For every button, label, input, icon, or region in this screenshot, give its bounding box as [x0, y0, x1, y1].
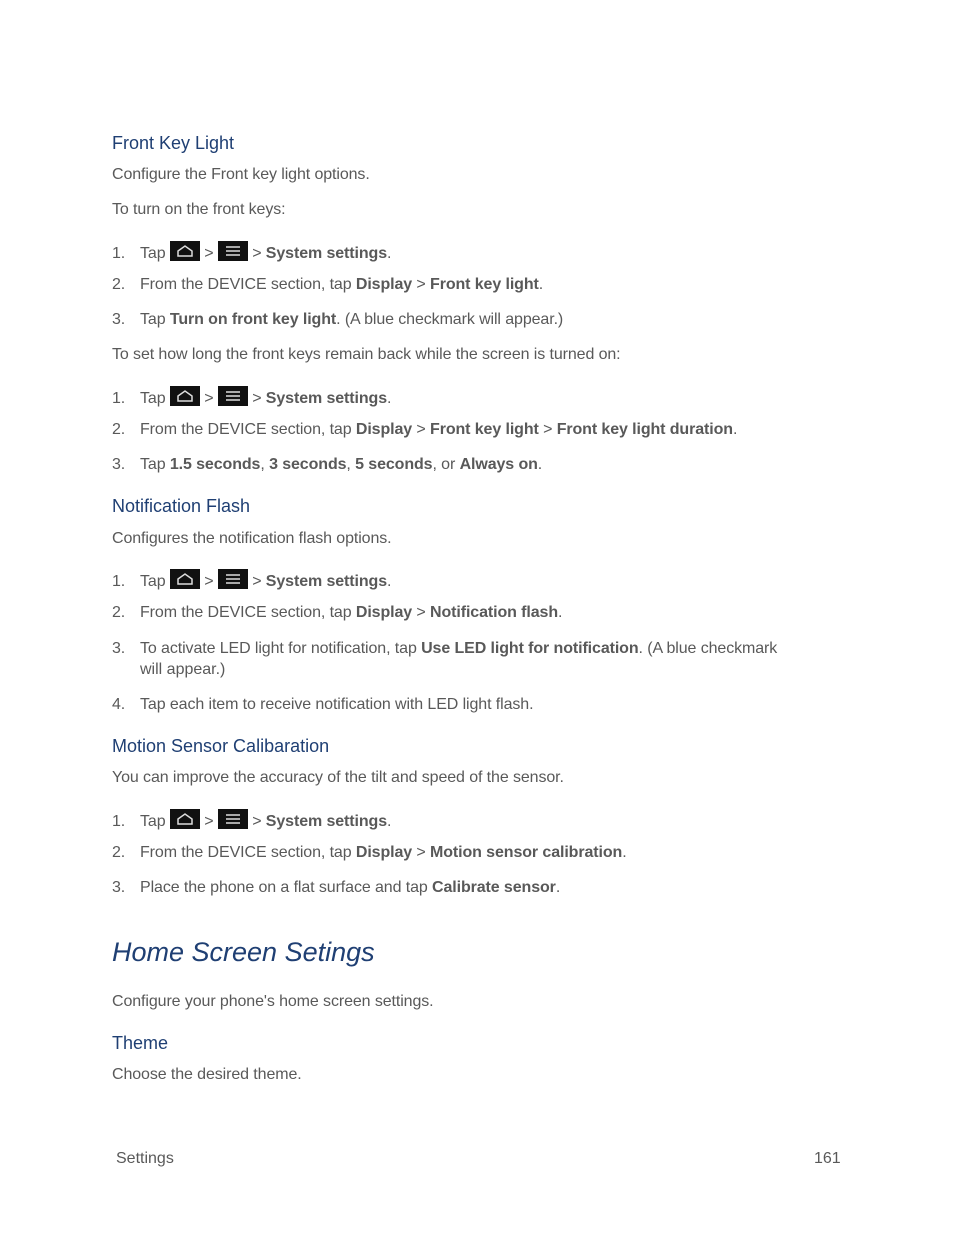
paragraph: Choose the desired theme. — [112, 1066, 302, 1083]
section-heading-theme: Theme — [112, 1033, 169, 1053]
list-item-continuation: will appear.) — [140, 661, 226, 678]
paragraph: You can improve the accuracy of the tilt and speed of the sensor. — [112, 769, 564, 786]
footer-section-label: Settings — [116, 1150, 174, 1167]
list-item: 1. Tap > > System settings. — [112, 569, 391, 591]
paragraph: To turn on the front keys: — [112, 201, 286, 218]
paragraph: Configure the Front key light options. — [112, 166, 370, 183]
home-icon — [170, 569, 200, 589]
paragraph: To set how long the front keys remain back while the screen is turned on: — [112, 346, 621, 363]
home-icon — [170, 386, 200, 406]
paragraph: Configure your phone's home screen settings. — [112, 993, 434, 1010]
list-item: 2. From the DEVICE section, tap Display > Front key light. — [112, 276, 544, 293]
menu-icon — [218, 386, 248, 406]
list-item: 3. Place the phone on a flat surface and tap Calibrate sensor. — [112, 879, 561, 896]
section-heading-motion-sensor: Motion Sensor Calibaration — [112, 736, 330, 756]
list-item: 1. Tap > > System settings. — [112, 386, 391, 408]
menu-icon — [218, 809, 248, 829]
list-item: 1. Tap > > System settings. — [112, 241, 391, 263]
home-icon — [170, 809, 200, 829]
list-item: 2. From the DEVICE section, tap Display > Notification flash. — [112, 604, 563, 621]
section-heading-home-screen: Home Screen Setings — [112, 937, 375, 967]
list-item: 1. Tap > > System settings. — [112, 809, 391, 831]
list-item: 3. To activate LED light for notification, tap Use LED light for notification. (A blue checkmark — [112, 640, 778, 657]
section-heading-notification-flash: Notification Flash — [112, 496, 251, 516]
menu-icon — [218, 569, 248, 589]
home-icon — [170, 241, 200, 261]
menu-icon — [218, 241, 248, 261]
section-heading-front-key-light: Front Key Light — [112, 133, 235, 153]
page-number: 161 — [814, 1150, 841, 1167]
list-item: 4. Tap each item to receive notification with LED light flash. — [112, 696, 534, 713]
list-item: 2. From the DEVICE section, tap Display > Motion sensor calibration. — [112, 844, 627, 861]
list-item: 3. Tap 1.5 seconds, 3 seconds, 5 seconds, or Always on. — [112, 456, 543, 473]
paragraph: Configures the notification flash options. — [112, 530, 392, 547]
list-item: 3. Tap Turn on front key light. (A blue checkmark will appear.) — [112, 311, 564, 328]
list-item: 2. From the DEVICE section, tap Display > Front key light > Front key light duration. — [112, 421, 738, 438]
